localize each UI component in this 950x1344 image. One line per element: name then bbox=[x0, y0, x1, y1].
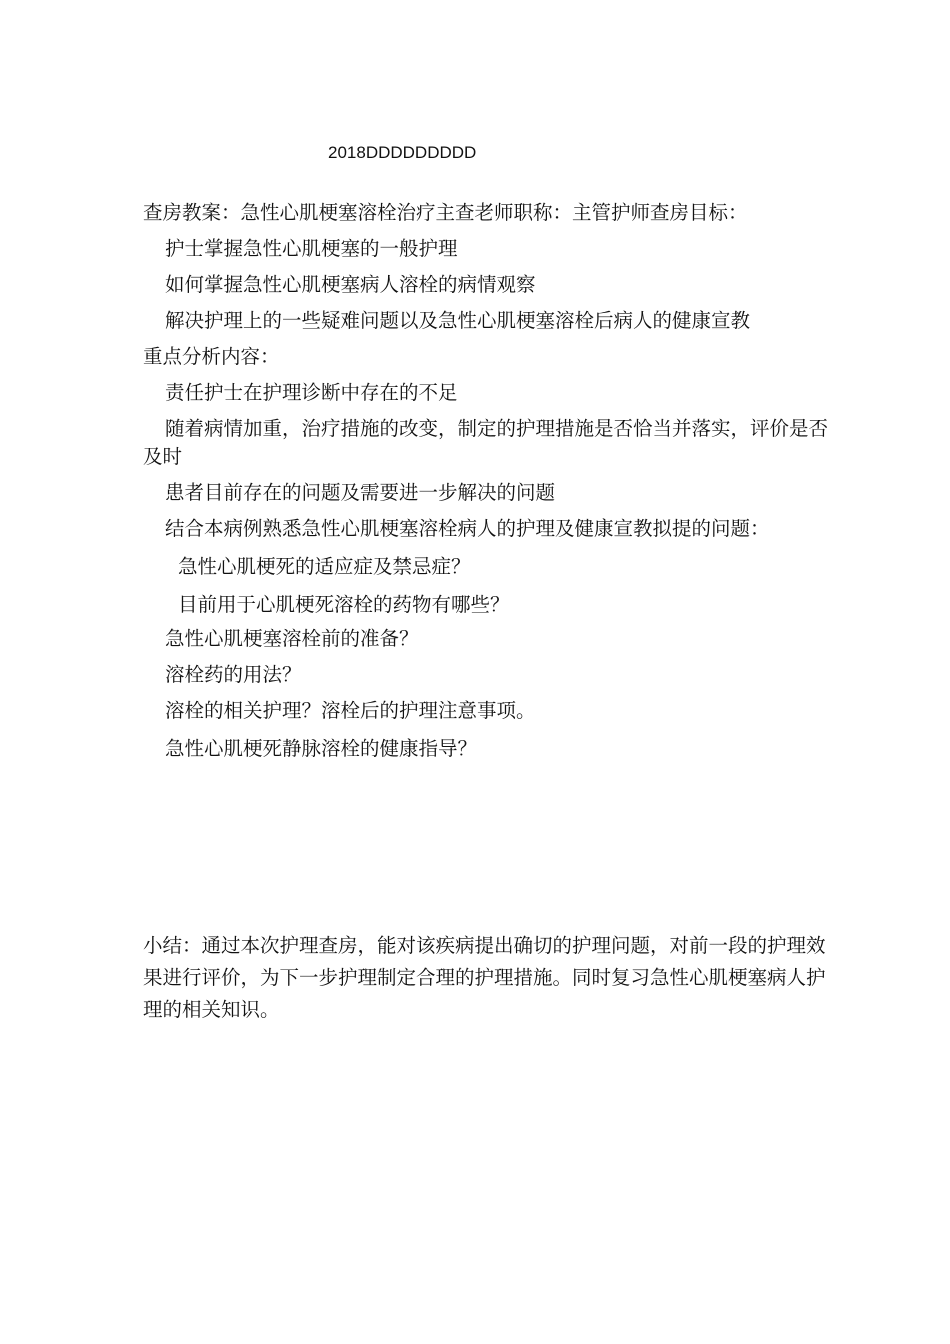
question-item: 急性心肌梗塞溶栓前的准备？ bbox=[165, 627, 419, 650]
analysis-item: 责任护士在护理诊断中存在的不足 bbox=[165, 381, 458, 404]
goal-item: 如何掌握急性心肌梗塞病人溶栓的病情观察 bbox=[165, 273, 536, 296]
question-item: 溶栓药的用法？ bbox=[165, 663, 302, 686]
analysis-item: 随着病情加重，治疗措施的改变，制定的护理措施是否恰当并落实，评价是否及时 bbox=[143, 417, 829, 468]
question-item: 急性心肌梗死静脉溶栓的健康指导？ bbox=[165, 737, 478, 760]
document-title: 2018DDDDDDDDD bbox=[328, 143, 477, 162]
analysis-item: 结合本病例熟悉急性心肌梗塞溶栓病人的护理及健康宣教拟提的问题： bbox=[165, 517, 770, 540]
question-item: 急性心肌梗死的适应症及禁忌症？ bbox=[178, 555, 471, 578]
question-item: 溶栓的相关护理？溶栓后的护理注意事项。 bbox=[165, 699, 536, 722]
analysis-heading: 重点分析内容： bbox=[143, 345, 280, 368]
goal-item: 解决护理上的一些疑难问题以及急性心肌梗塞溶栓后病人的健康宣教 bbox=[165, 309, 751, 332]
goal-item: 护士掌握急性心肌梗塞的一般护理 bbox=[165, 237, 458, 260]
header-line: 查房教案：急性心肌梗塞溶栓治疗主查老师职称：主管护师查房目标： bbox=[143, 201, 748, 224]
summary-paragraph: 小结：通过本次护理查房，能对该疾病提出确切的护理问题，对前一段的护理效果进行评价，为下一步护理制定合理的护理措施。同时复习急性心肌梗塞病人护理的相关知识。 bbox=[143, 934, 826, 1021]
analysis-item: 患者目前存在的问题及需要进一步解决的问题 bbox=[165, 481, 556, 504]
document-body bbox=[143, 199, 843, 763]
question-item: 目前用于心肌梗死溶栓的药物有哪些？ bbox=[178, 593, 510, 616]
